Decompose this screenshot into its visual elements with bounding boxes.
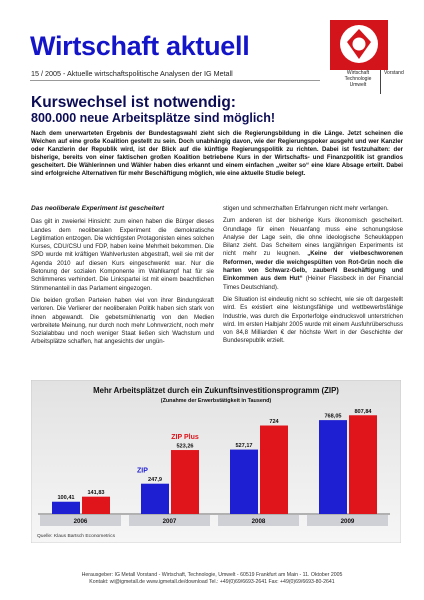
article-headline: Kurswechsel ist notwendig:	[31, 94, 236, 111]
publication-title: Wirtschaft aktuell	[30, 31, 250, 61]
bar-zip-2008	[230, 450, 258, 514]
category-label-2008: 2008	[251, 518, 266, 525]
org-line-technologie: Technologie	[344, 76, 372, 83]
data-label: 141,83	[87, 490, 105, 497]
column-left	[31, 205, 214, 351]
org-divider	[380, 70, 381, 94]
series-label-zip: ZIP	[137, 467, 148, 475]
article-lead: Nach dem unerwarteten Ergebnis der Bundestagswahl zieht sich die Regierungsbildung in die Länge. Jetzt scheinen die Weichen auf eine große Koalition gestellt zu sein. Doch unabhängig davon, wie der Regierungspoker ausgeht und wer Kanzler oder Kanzlerin der Republik wird, ist der Blick auf die künftige Regierungspolitik zu richten. Dabei ist festzuhalten: der bisherige, bereits von einer faktischen großen Koalition betriebene Kurs in der Wirtschafts- und Finanzpolitik ist grandios gescheitert. Die Wählerinnen und Wähler haben dies erkannt und einem einfachen „weiter so“ eine klare Absage erteilt. Dabei sind erfolgreiche Alternativen für mehr Beschäftigung möglich, wie eine aktuelle Studie belegt.	[31, 130, 403, 178]
bar-zip-2007	[141, 484, 169, 514]
bar-zip-2009	[319, 420, 347, 514]
column-right	[223, 205, 403, 350]
category-label-2006: 2006	[73, 518, 88, 525]
bar-zip-2006	[52, 502, 80, 514]
quote-source: (Heiner Flassbeck in der Financial Times Deutschland).	[223, 275, 403, 291]
paragraph: Die Situation ist eindeutig nicht so schlecht, wie sie oft dargestellt wird. Es existiert eine leistungsfähige und wettbewerbsfähige Industrie, was durch die Exporterfolge eindrucksvoll unterstrichen wird. Im ersten Halbjahr 2005 wurde mit einem Ausfuhrüberschuss von 84,8 Milliarden € der höchste Wert in der Geschichte der Bundesrepublik erzielt.	[223, 295, 403, 345]
chart-source: Quelle: Klaus Bartsch Econometrics	[37, 534, 116, 539]
category-label-2007: 2007	[162, 518, 177, 525]
ig-metall-logo-icon	[330, 20, 388, 70]
category-label-2009: 2009	[340, 518, 355, 525]
data-label: 724	[269, 419, 279, 426]
masthead-divider	[30, 80, 320, 81]
data-label: 527,17	[235, 443, 253, 450]
employment-chart	[31, 380, 401, 543]
bar-zip-plus-2007	[171, 450, 199, 514]
footer-contact: Kontakt: wi@igmetall.de www.igmetall.de/download Tel.: +49(0)69/6693-2641 Fax: +49(0)69/6693-80-2641	[89, 579, 335, 586]
data-label: 100,41	[57, 495, 75, 502]
chart-subtitle: (Zunahme der Erwerbstätigkeit in Tausend)	[160, 398, 272, 404]
paragraph-with-quote	[223, 217, 403, 292]
quote-text: „Keine der vielbeschworenen Reformen, weder die weichgespülten von Rot-Grün noch die harten von Schwarz-Gelb, zauberN Beschäftigung und Einkommen aus dem Hut“	[223, 250, 403, 283]
bar-zip-plus-2009	[349, 415, 377, 514]
paragraph-text: Zum anderen ist der bisherige Kurs ökonomisch gescheitert. Grundlage für einen Neuanfang muss eine schonungslose Analyse der Lage sein, die ohne ideologische Scheuklappen Bilanz zieht. Das Scheitern eines langjährigen Experiments ist nicht mehr zu leugnen.	[223, 217, 403, 258]
series-label-zip-plus: ZIP Plus	[171, 434, 199, 442]
chart-title: Mehr Arbeitsplätzet durch ein Zukunftsinvestitionsprogramm (ZIP)	[93, 386, 339, 395]
org-unit: Vorstand	[384, 70, 404, 76]
paragraph: Die beiden großen Parteien haben viel von ihrer Bindungskraft verloren. Die Verlierer der neoliberalen Politik haben sich stark von ihnen abgewandt. Die gebetsmühlenartig von den Medien verbreitete Meinung, nur durch noch mehr Lohnverzicht, noch mehr Sozialabbau und noch weniger Staat ließen sich Wachstum und Arbeitsplätze schaffen, hat angesichts der ungün-	[31, 296, 214, 346]
data-label: 768,05	[324, 413, 342, 420]
org-line-umwelt: Umwelt	[349, 82, 367, 89]
paragraph: stigen und schmerzhaften Erfahrungen nicht mehr verfangen.	[223, 205, 389, 212]
article-subheadline: 800.000 neue Arbeitsplätze sind möglich!	[31, 111, 276, 125]
footer	[0, 572, 424, 586]
org-line-wirtschaft: Wirtschaft	[346, 70, 370, 76]
section-heading: Das neoliberale Experiment ist gescheitert	[31, 205, 165, 212]
issue-line: 15 / 2005 - Aktuelle wirtschaftspolitische Analysen der IG Metall	[31, 69, 233, 78]
footer-publisher: Herausgeber: IG Metall Vorstand - Wirtschaft, Technologie, Umwelt - 60519 Frankfurt am Main - 11. Oktober 2005	[81, 572, 343, 578]
bar-zip-plus-2006	[82, 497, 110, 514]
bar-zip-plus-2008	[260, 426, 288, 514]
data-label: 523,26	[176, 443, 194, 450]
data-label: 807,84	[354, 408, 372, 415]
paragraph: Das gilt in zweierlei Hinsicht: zum einen haben die Bürger dieses Landes dem neoliberalen Experiment die demokratische Legitimation entzogen. Die wichtigsten Protagonisten eines solchen Kurses, CDU/CSU und FDP, haben keine Mehrheit bekommen. Die SPD wurde mit kräftigen Wahlverlusten abgestraft, weil sie mit der Agenda 2010 auf diesen Kurs eingeschwenkt war. Nur die Betonung der sozialen Komponente im Wahlkampf hat für sie Schlimmeres verhindert. Die Linkspartei ist mit einem beachtlichen Stimmenanteil in das Parlament eingezogen.	[31, 218, 214, 292]
data-label: 247,9	[148, 477, 162, 484]
